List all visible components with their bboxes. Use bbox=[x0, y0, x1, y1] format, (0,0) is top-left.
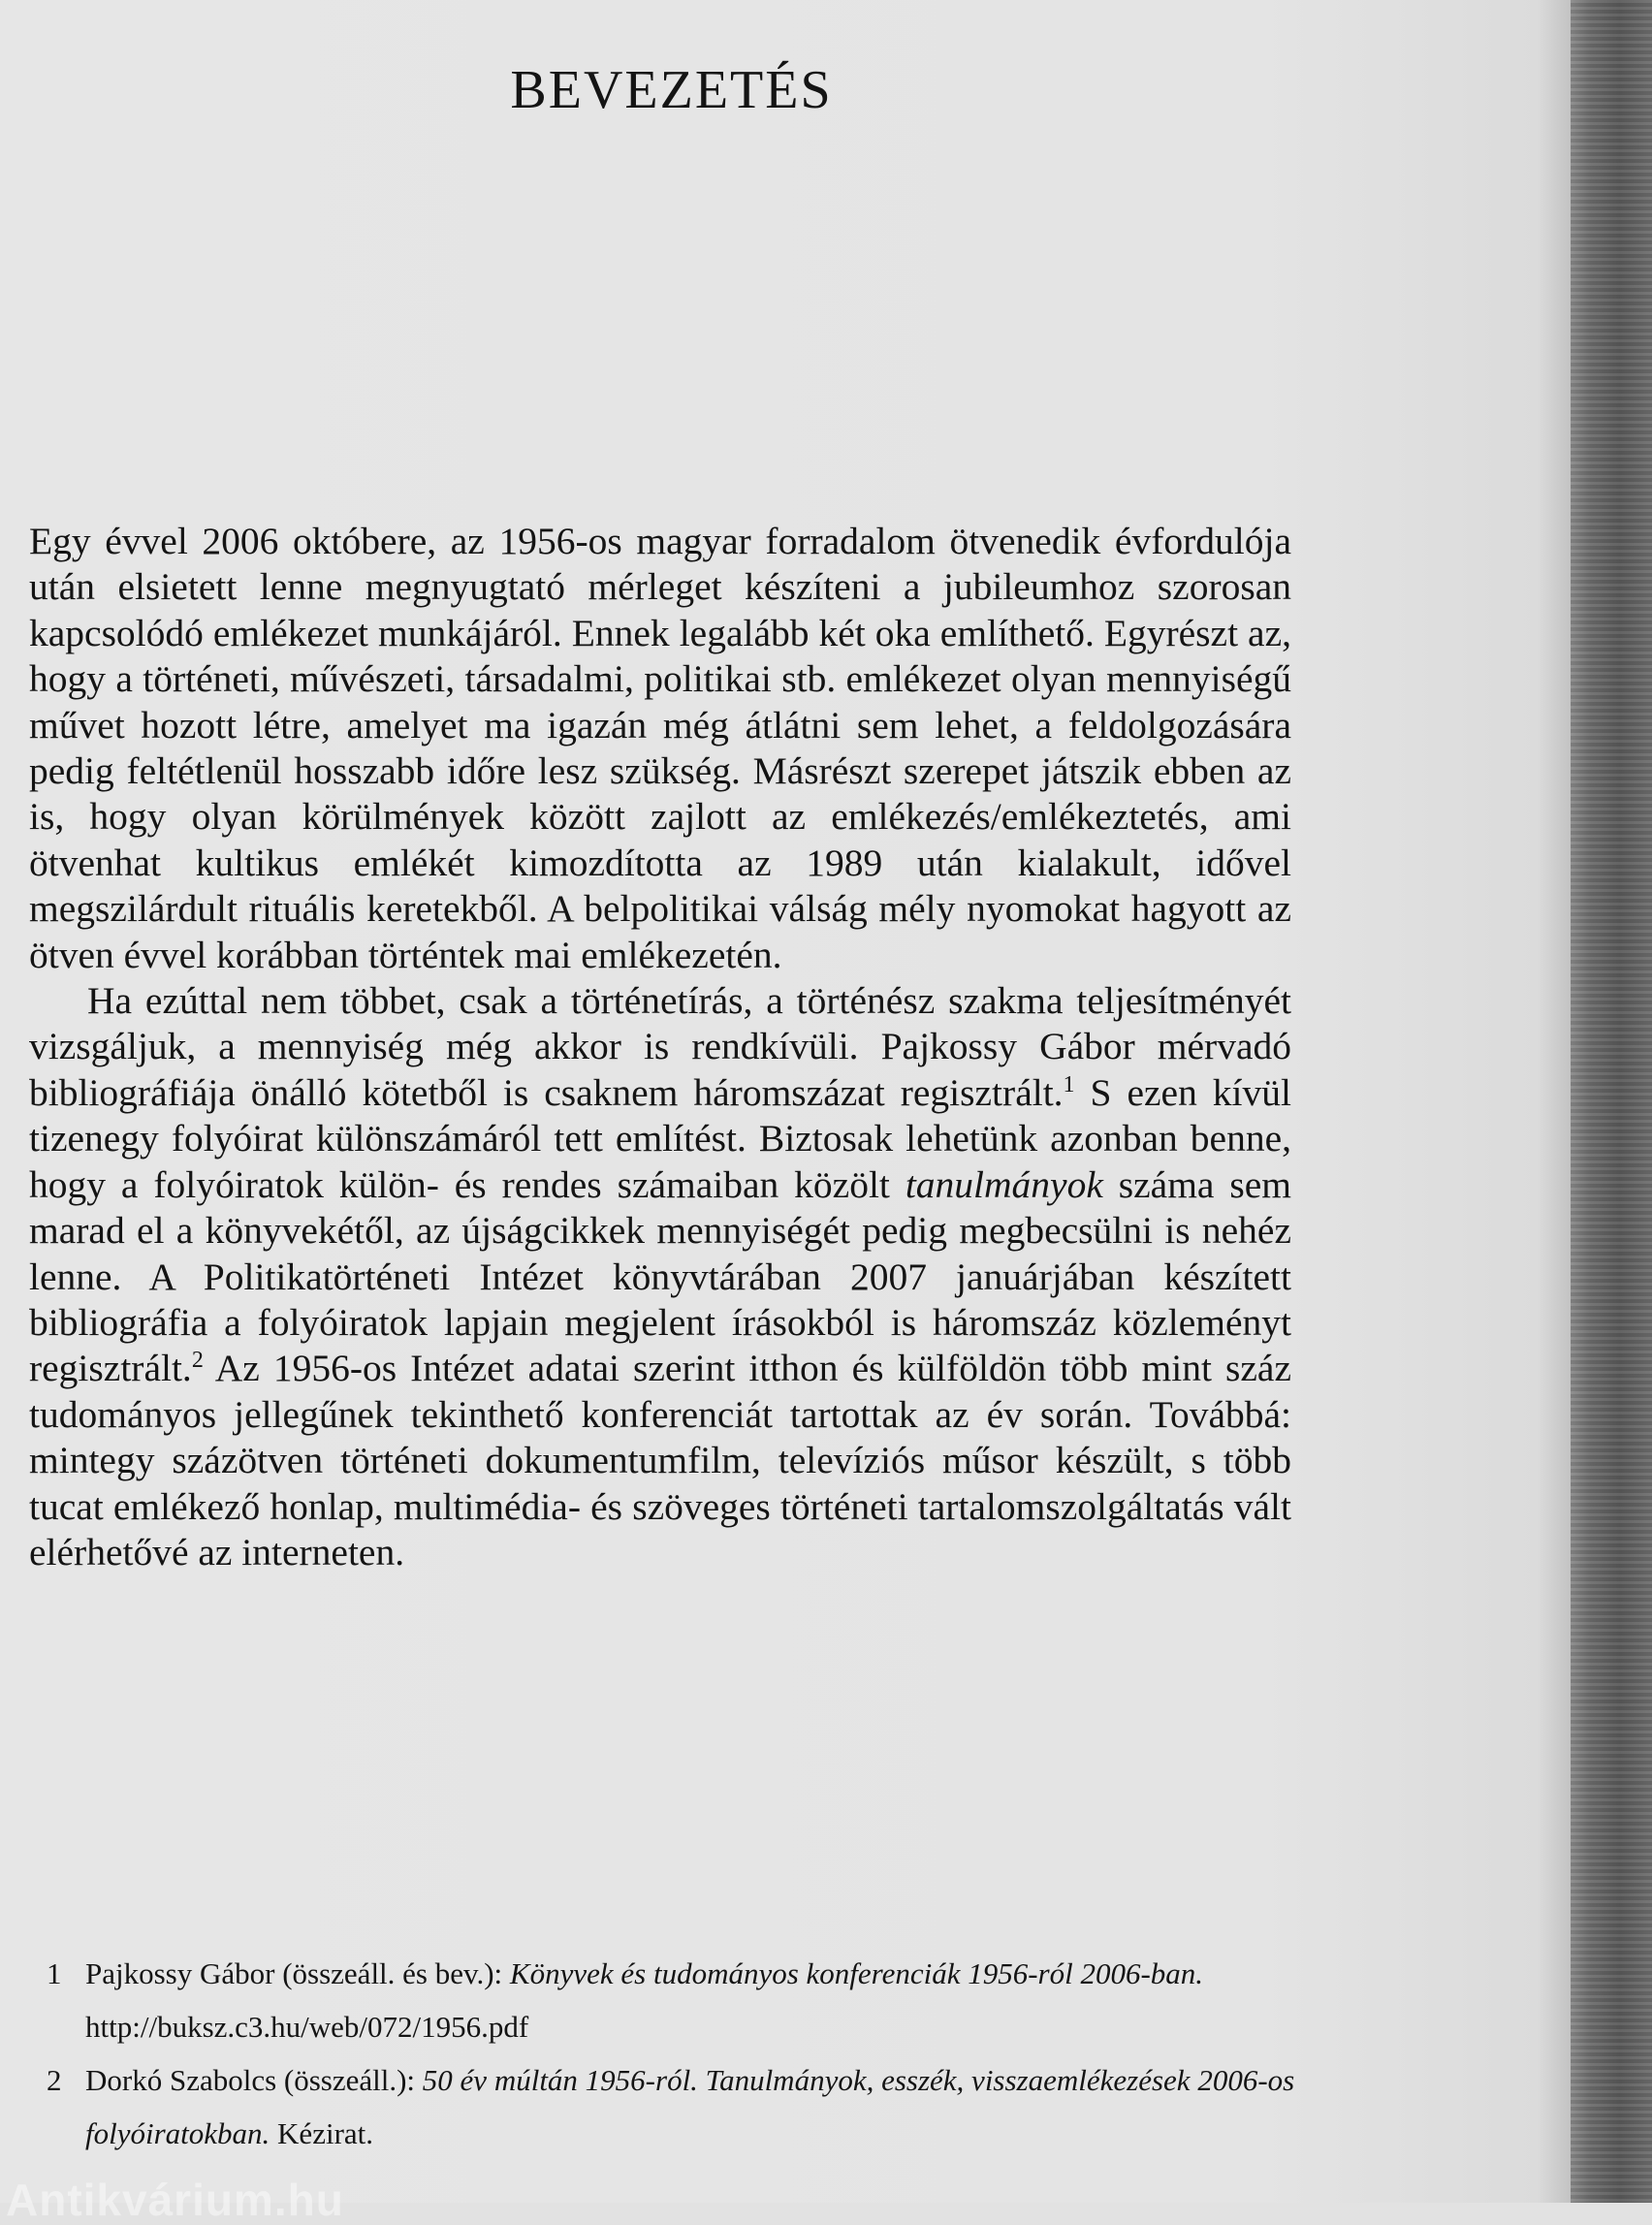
footnote-author: Pajkossy Gábor (összeáll. és bev.): bbox=[85, 1956, 510, 1990]
footnote-author: Dorkó Szabolcs (összeáll.): bbox=[85, 2063, 423, 2097]
chapter-title: BEVEZETÉS bbox=[510, 60, 833, 120]
footnote-title: Könyvek és tudományos konferenciák 1956-ról 2006-ban. bbox=[509, 1956, 1204, 1990]
footnote-source: Kézirat. bbox=[270, 2116, 374, 2150]
paragraph-2-emphasis: tanulmányok bbox=[905, 1162, 1103, 1206]
paragraph-2-part-c: száma sem marad el a könyvekétől, az újságcikkek mennyiségét pedig megbecsülni is nehéz lenne. A Politikatörténeti Intézet könyvtárában 2007 januárjában készített bibliográfia a folyóiratok lapjain megjelent írásokból is háromszáz közleményt regisztrált. bbox=[29, 1162, 1291, 1390]
body-text bbox=[29, 519, 1291, 1575]
watermark: Antikvárium.hu bbox=[6, 2175, 344, 2225]
footnotes bbox=[47, 1947, 1297, 2160]
footnote-2 bbox=[47, 2053, 1297, 2160]
paragraph-2-part-b: S ezen kívül tizenegy folyóirat különszámáról tett említést. Biztosak lehetünk azonban benne, hogy a folyóiratok külön- és rendes számaiban közölt bbox=[29, 1070, 1291, 1206]
footnote-text bbox=[85, 1947, 1297, 2053]
footnote-title: 50 év múltán 1956-ról. Tanulmányok, esszék, visszaemlékezések 2006-os folyóiratokban. bbox=[85, 2063, 1295, 2150]
page-gutter-shadow bbox=[1537, 0, 1575, 2203]
footnote-ref-2: 2 bbox=[191, 1348, 204, 1374]
paragraph-2 bbox=[29, 978, 1291, 1575]
footnote-1 bbox=[47, 1947, 1297, 2053]
footnote-number: 1 bbox=[47, 1956, 62, 1990]
book-spine-edge bbox=[1571, 0, 1652, 2203]
footnote-number: 2 bbox=[47, 2063, 62, 2097]
paragraph-1: Egy évvel 2006 októbere, az 1956-os magyar forradalom ötvenedik évfordulója után elsietett lenne megnyugtató mérleget készíteni a jubileumhoz szorosan kapcsolódó emlékezet munkájáról. Ennek legalább két oka említhető. Egyrészt az, hogy a történeti, művészeti, társadalmi, politikai stb. emlékezet olyan mennyiségű művet hozott létre, amelyet ma igazán még átlátni sem lehet, a feldolgozására pedig feltétlenül hosszabb időre lesz szükség. Másrészt szerepet játszik ebben az is, hogy olyan körülmények között zajlott az emlékezés/emlékeztetés, ami ötvenhat kultikus emlékét kimozdította az 1989 után kialakult, idővel megszilárdult rituális keretekből. A belpolitikai válság mély nyomokat hagyott az ötven évvel korábban történtek mai emlékezetén. bbox=[29, 520, 1291, 976]
footnote-text bbox=[85, 2053, 1297, 2160]
footnote-ref-1: 1 bbox=[1063, 1071, 1075, 1097]
paragraph-2-part-a: Ha ezúttal nem többet, csak a történetírás, a történész szakma teljesítményét vizsgáljuk, a mennyiség még akkor is rendkívüli. Pajkossy Gábor mérvadó bibliográfiája önálló kötetből is csaknem háromszázat regisztrált. bbox=[29, 979, 1291, 1114]
footnote-source: http://buksz.c3.hu/web/072/1956.pdf bbox=[85, 2010, 529, 2044]
paragraph-2-part-d: Az 1956-os Intézet adatai szerint itthon és külföldön több mint száz tudományos jellegűnek tekinthető konferenciát tartottak az év során. Továbbá: mintegy százötven történeti dokumentumfilm, televíziós műsor készült, s több tucat emlékező honlap, multimédia- és szöveges történeti tartalomszolgáltatás vált elérhetővé az interneten. bbox=[29, 1347, 1291, 1573]
